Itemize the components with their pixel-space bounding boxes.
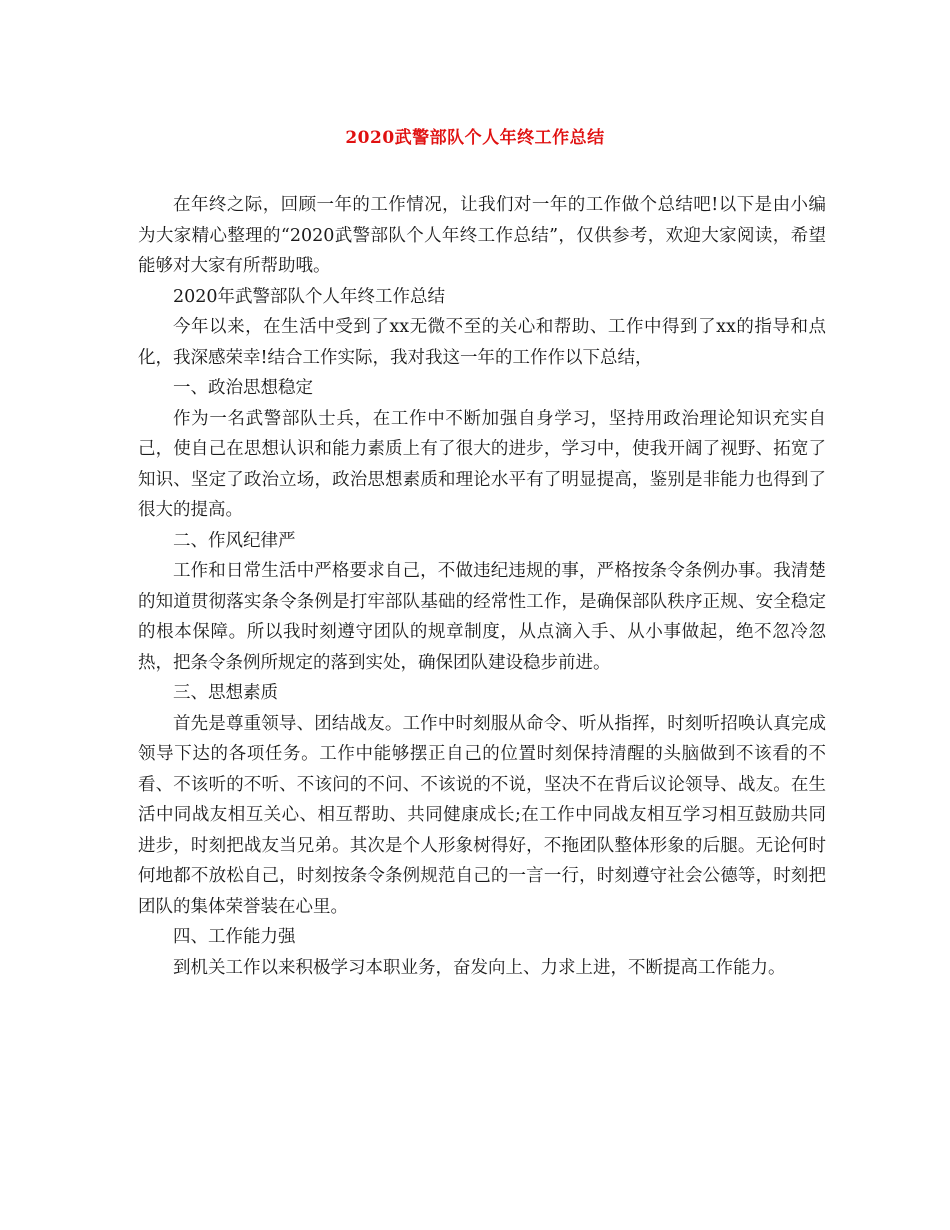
- paragraph-section-3: 首先是尊重领导、团结战友。工作中时刻服从命令、听从指挥，时刻听招唤认真完成领导下达的各项任务。工作中能够摆正自己的位置时刻保持清醒的头脑做到不该看的不看、不该听的不听、不该问的不问、不该说的不说，坚决不在背后议论领导、战友。在生活中同战友相互关心、相互帮助、共同健康成长;在工作中同战友相互学习相互鼓励共同进步，时刻把战友当兄弟。其次是个人形象树得好，不拖团队整体形象的后腿。无论何时何地都不放松自己，时刻按条令条例规范自己的一言一行，时刻遵守社会公德等，时刻把团队的集体荣誉装在心里。: [138, 713, 826, 917]
- section-heading-4: 四、工作能力强: [173, 927, 296, 947]
- section-heading-1: 一、政治思想稳定: [173, 378, 313, 398]
- section-heading-2: 二、作风纪律严: [173, 530, 296, 551]
- paragraph-section-4: 到机关工作以来积极学习本职业务，奋发向上、力求上进，不断提高工作能力。: [173, 957, 786, 978]
- paragraph-subtitle: 2020年武警部队个人年终工作总结: [173, 286, 446, 307]
- paragraph-section-2: 工作和日常生活中严格要求自己，不做违纪违规的事，严格按条令条例办事。我清楚的知道贯彻落实条令条例是打牢部队基础的经常性工作，是确保部队秩序正规、安全稳定的根本保障。所以我时刻遵守团队的规章制度，从点滴入手、从小事做起，绝不忽冷忽热，把条令条例所规定的落到实处，确保团队建设稳步前进。: [138, 561, 826, 673]
- paragraph-intro: 在年终之际，回顾一年的工作情况，让我们对一年的工作做个总结吧!以下是由小编为大家精心整理的“2020武警部队个人年终工作总结”，仅供参考，欢迎大家阅读，希望能够对大家有所帮助哦。: [138, 195, 826, 276]
- document-body: [138, 190, 826, 983]
- document-title: 2020武警部队个人年终工作总结: [345, 128, 605, 148]
- paragraph-opening: 今年以来，在生活中受到了xx无微不至的关心和帮助、工作中得到了xx的指导和点化，我深感荣幸!结合工作实际，我对我这一年的工作作以下总结，: [138, 317, 826, 368]
- paragraph-section-1: 作为一名武警部队士兵，在工作中不断加强自身学习，坚持用政治理论知识充实自己，使自己在思想认识和能力素质上有了很大的进步，学习中，使我开阔了视野、拓宽了知识、坚定了政治立场，政治思想素质和理论水平有了明显提高，鉴别是非能力也得到了很大的提高。: [138, 408, 826, 520]
- section-heading-3: 三、思想素质: [173, 683, 278, 703]
